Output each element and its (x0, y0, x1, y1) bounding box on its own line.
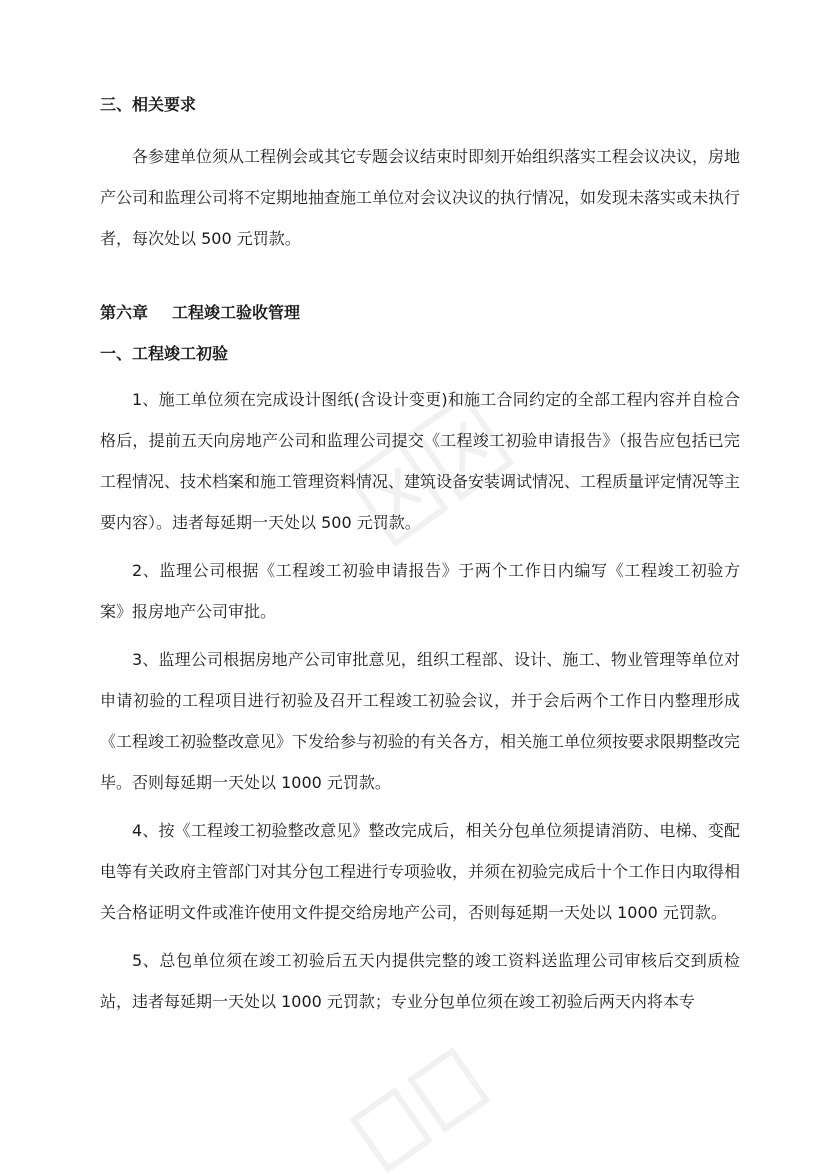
paragraph-item: 1、施工单位须在完成设计图纸(含设计变更)和施工合同约定的全部工程内容并自检合格后，提前五天向房地产公司和监理公司提交《工程竣工初验申请报告》（报告应包括已完工程情况、技术档案和施工管理资料情况、建筑设备安装调试情况、工程质量评定情况等主要内容）。违者每延期一天处以 500 元罚款。 (100, 390, 741, 532)
paragraph-item: 2、监理公司根据《工程竣工初验申请报告》于两个工作日内编写《工程竣工初验方案》报房地产公司审批。 (100, 561, 740, 621)
section-heading-initial-inspection: 一、工程竣工初验 (100, 344, 229, 363)
section-heading-requirements: 三、相关要求 (100, 95, 197, 114)
paragraph-requirements: 各参建单位须从工程例会或其它专题会议结束时即刻开始组织落实工程会议决议，房地产公司和监理公司将不定期地抽查施工单位对会议决议的执行情况，如发现未落实或未执行者，每次处以 500 元罚款。 (100, 147, 741, 248)
chapter-name: 工程竣工验收管理 (172, 303, 301, 322)
paragraph-item: 3、监理公司根据房地产公司审批意见，组织工程部、设计、施工、物业管理等单位对申请初验的工程项目进行初验及召开工程竣工初验会议，并于会后两个工作日内整理形成《工程竣工初验整改意见》下发给参与初验的有关各方，相关施工单位须按要求限期整改完毕。否则每延期一天处以 1000 元罚款。 (100, 650, 741, 792)
paragraph-item: 5、总包单位须在竣工初验后五天内提供完整的竣工资料送监理公司审核后交到质检站，违者每延期一天处以 1000 元罚款；专业分包单位须在竣工初验后两天内将本专 (100, 951, 740, 1011)
paragraph-item: 4、按《工程竣工初验整改意见》整改完成后，相关分包单位须提请消防、电梯、变配电等有关政府主管部门对其分包工程进行专项验收，并须在初验完成后十个工作日内取得相关合格证明文件或准许使用文件提交给房地产公司，否则每延期一天处以 1000 元罚款。 (100, 821, 741, 922)
chapter-label: 第六章 (100, 303, 149, 322)
chapter-title (100, 301, 740, 325)
document-body (100, 93, 740, 1029)
